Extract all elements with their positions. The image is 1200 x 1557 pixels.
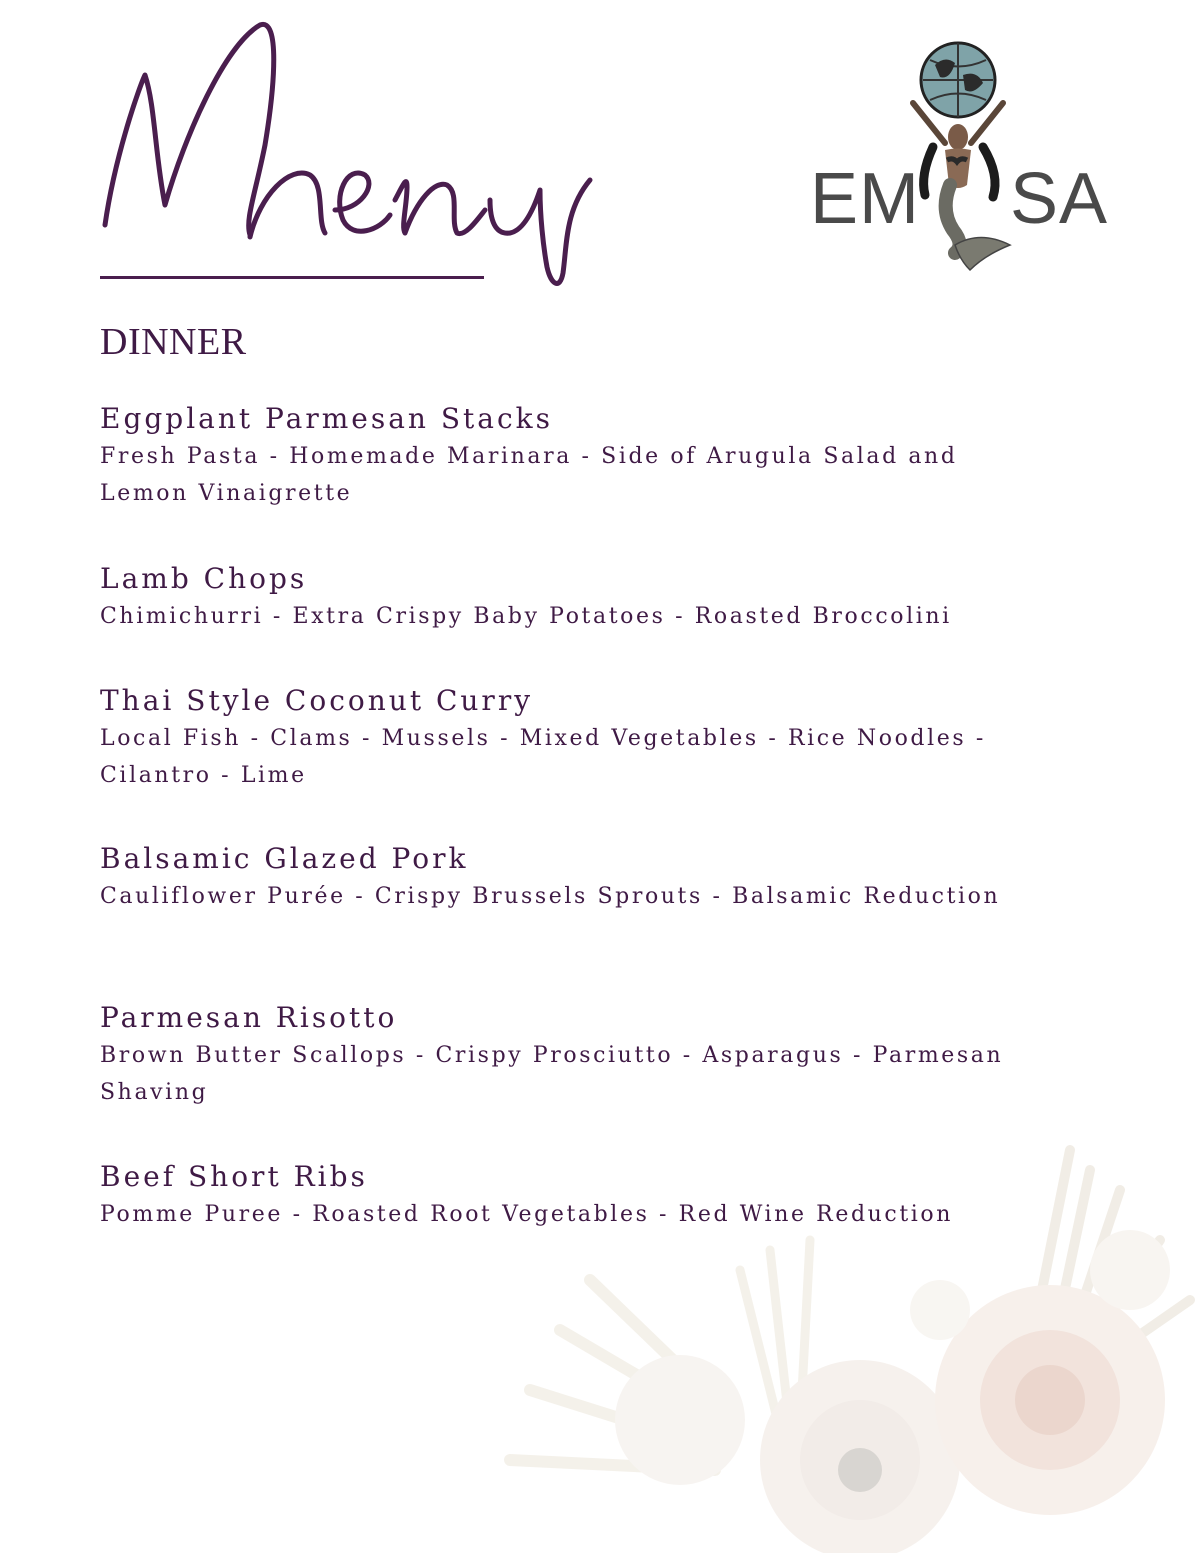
item-name: Eggplant Parmesan Stacks	[100, 402, 553, 435]
menu-item	[100, 682, 1060, 794]
item-description: Pomme Puree - Roasted Root Vegetables - Red Wine Reduction	[100, 1202, 954, 1227]
item-description: Cauliflower Purée - Crispy Brussels Sprouts - Balsamic Reduction	[100, 884, 1001, 909]
title-underline	[100, 276, 484, 279]
menu-item	[100, 999, 1060, 1111]
item-name: Balsamic Glazed Pork	[100, 842, 469, 875]
item-name: Lamb Chops	[100, 562, 308, 595]
menu-item	[100, 560, 1060, 635]
item-name: Beef Short Ribs	[100, 1160, 368, 1193]
item-name: Parmesan Risotto	[100, 1001, 398, 1034]
menu-item	[100, 400, 1060, 512]
item-description: Local Fish - Clams - Mussels - Mixed Vegetables - Rice Noodles - Cilantro - Lime	[100, 726, 986, 788]
item-description: Brown Butter Scallops - Crispy Prosciutto - Asparagus - Parmesan Shaving	[100, 1043, 1004, 1105]
item-description: Fresh Pasta - Homemade Marinara - Side of Arugula Salad and Lemon Vinaigrette	[100, 444, 958, 506]
item-description: Chimichurri - Extra Crispy Baby Potatoes - Roasted Broccolini	[100, 604, 952, 629]
item-name: Thai Style Coconut Curry	[100, 684, 534, 717]
floral-decoration	[470, 1130, 1200, 1553]
menu-script-title	[85, 5, 605, 290]
section-title: DINNER	[100, 321, 247, 363]
menu-item	[100, 840, 1060, 915]
mermaid-globe-icon	[805, 35, 1115, 275]
logo-text-right: SA	[1010, 159, 1109, 239]
logo-text-left: EM	[810, 159, 920, 239]
emisa-logo	[805, 35, 1115, 275]
